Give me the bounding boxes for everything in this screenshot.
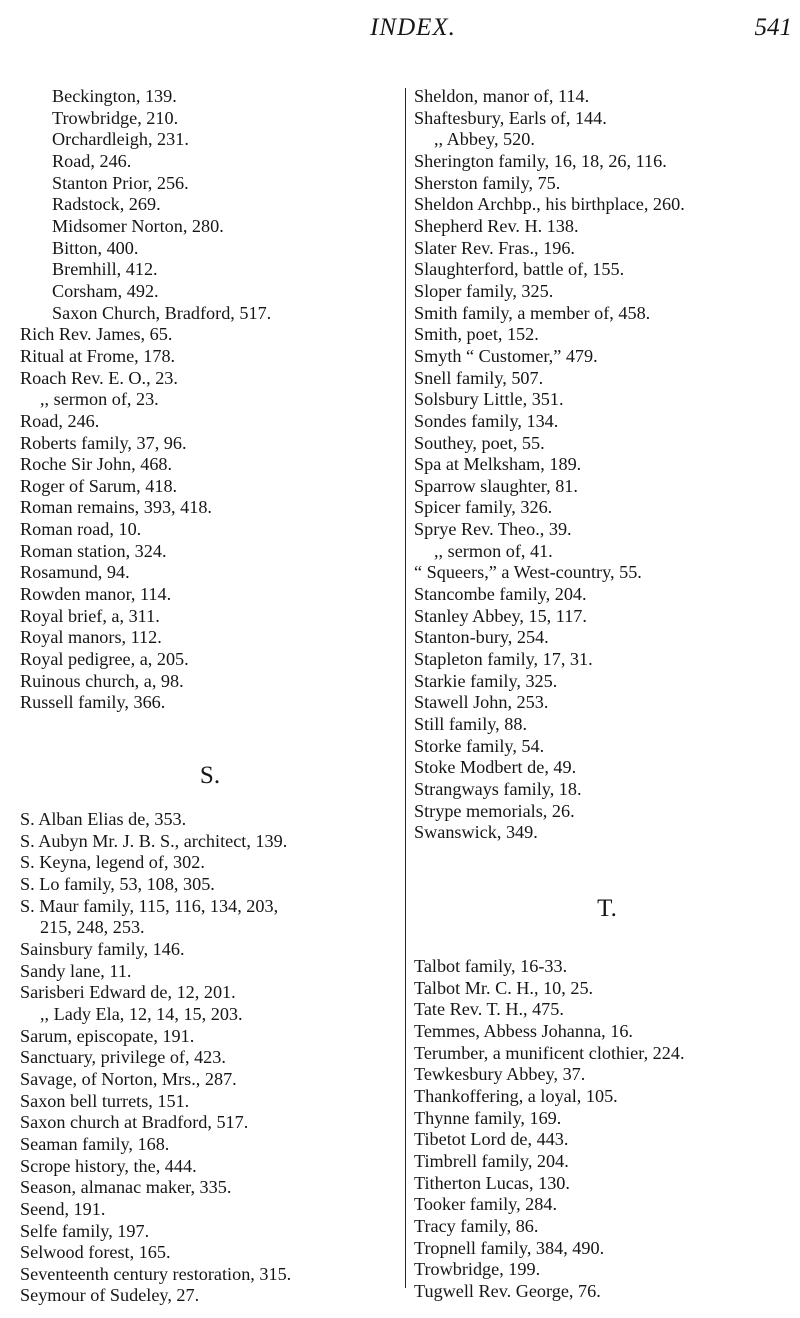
index-entry: S. Alban Elias de, 353. xyxy=(20,809,187,830)
index-entry: Road, 246. xyxy=(20,410,100,431)
index-entry: S. Aubyn Mr. J. B. S., architect, 139. xyxy=(20,830,288,851)
index-entry: Ruinous church, a, 98. xyxy=(20,670,184,691)
section-heading-s: S. xyxy=(199,762,221,790)
index-entry: Slaughterford, battle of, 155. xyxy=(414,259,625,280)
index-entry: Strangways family, 18. xyxy=(414,779,582,799)
index-entry: Tibetot Lord de, 443. xyxy=(414,1129,569,1150)
index-entry: Smyth “ Customer,” 479. xyxy=(414,345,598,366)
page-number: 541 xyxy=(754,14,792,41)
index-entry: Rowden manor, 114. xyxy=(20,584,172,605)
index-entry: Roberts family, 37, 96. xyxy=(20,432,187,453)
index-entry: Selfe family, 197. xyxy=(20,1220,150,1241)
index-entry: Talbot family, 16-33. xyxy=(414,955,568,976)
index-entry: Rich Rev. James, 65. xyxy=(20,324,173,345)
index-entry: Sainsbury family, 146. xyxy=(20,938,185,959)
index-entry: Starkie family, 325. xyxy=(414,670,558,691)
index-entry: Southey, poet, 55. xyxy=(414,432,545,453)
index-entry: Tracy family, 86. xyxy=(414,1215,539,1236)
index-entry: Shaftesbury, Earls of, 144. xyxy=(414,107,607,128)
index-entry: Sondes family, 134. xyxy=(414,410,559,431)
index-entry: Sparrow slaughter, 81. xyxy=(414,475,578,496)
s-entries-block-right xyxy=(414,86,800,844)
index-entry: Roger of Sarum, 418. xyxy=(20,475,178,496)
index-entry: Ritual at Frome, 178. xyxy=(20,345,176,366)
index-entry: Royal manors, 112. xyxy=(20,627,162,648)
index-entry: Sanctuary, privilege of, 423. xyxy=(20,1047,226,1068)
index-entry: Solsbury Little, 351. xyxy=(414,389,564,410)
index-entry: Roche Sir John, 468. xyxy=(20,454,173,475)
index-entry: Seymour of Sudeley, 27. xyxy=(20,1285,200,1306)
index-entry: Stapleton family, 17, 31. xyxy=(414,649,593,670)
index-entry: S. Maur family, 115, 116, 134, 203, xyxy=(20,895,279,916)
index-entry: Sarisberi Edward de, 12, 201. xyxy=(20,982,236,1003)
index-entry: Strype memorials, 26. xyxy=(414,800,575,821)
index-entry: Tropnell family, 384, 490. xyxy=(414,1237,605,1258)
index-entry: Road, 246. xyxy=(52,150,132,171)
index-subentry: ,, Lady Ela, 12, 14, 15, 203. xyxy=(40,1003,243,1024)
index-entry: Sloper family, 325. xyxy=(414,280,554,301)
index-entry: Storke family, 54. xyxy=(414,735,545,756)
index-entry: Still family, 88. xyxy=(414,714,527,735)
index-entry: Bremhill, 412. xyxy=(52,259,158,280)
index-subentry: ,, Abbey, 520. xyxy=(434,129,535,150)
index-entry: Roach Rev. E. O., 23. xyxy=(20,367,178,388)
index-entry: Stanton Prior, 256. xyxy=(52,172,189,193)
index-entry: S. Lo family, 53, 108, 305. xyxy=(20,874,215,894)
index-entry: “ Squeers,” a West-country, 55. xyxy=(414,562,642,583)
index-entry: Trowbridge, 199. xyxy=(414,1259,541,1280)
index-entry: Sherston family, 75. xyxy=(414,172,561,193)
index-entry: Midsomer Norton, 280. xyxy=(52,215,224,236)
index-entry: Tewkesbury Abbey, 37. xyxy=(414,1064,586,1085)
index-entry: Titherton Lucas, 130. xyxy=(414,1172,570,1193)
index-entry: Roman remains, 393, 418. xyxy=(20,497,212,518)
index-entry: Slater Rev. Fras., 196. xyxy=(414,237,575,258)
t-entries-block xyxy=(414,956,800,1303)
index-entry: Timbrell family, 204. xyxy=(414,1150,569,1171)
r-continuation-block xyxy=(20,86,400,324)
index-entry: Saxon church at Bradford, 517. xyxy=(20,1112,249,1133)
index-entry: Season, almanac maker, 335. xyxy=(20,1177,232,1198)
index-entry: Savage, of Norton, Mrs., 287. xyxy=(20,1068,237,1089)
index-entry: Tate Rev. T. H., 475. xyxy=(414,999,564,1020)
page-title: INDEX. xyxy=(370,14,456,41)
index-entry: Roman road, 10. xyxy=(20,519,142,540)
column-divider xyxy=(405,88,406,1288)
index-entry: Sheldon Archbp., his birthplace, 260. xyxy=(414,194,685,215)
index-entry: Selwood forest, 165. xyxy=(20,1242,171,1263)
index-entry: Thynne family, 169. xyxy=(414,1107,562,1128)
index-entry: Corsham, 492. xyxy=(52,280,159,301)
index-entry: Bitton, 400. xyxy=(52,237,139,258)
index-entry: Royal pedigree, a, 205. xyxy=(20,649,189,670)
index-entry: Spa at Melksham, 189. xyxy=(414,454,582,475)
index-entry: Sprye Rev. Theo., 39. xyxy=(414,519,572,540)
index-entry: Seend, 191. xyxy=(20,1198,106,1219)
index-entry: S. Keyna, legend of, 302. xyxy=(20,852,205,873)
index-entry: Stanton-bury, 254. xyxy=(414,627,549,648)
index-entry: Spicer family, 326. xyxy=(414,497,553,518)
index-subentry: ,, sermon of, 41. xyxy=(434,540,553,561)
index-entry: Tooker family, 284. xyxy=(414,1194,558,1215)
index-entry: Trowbridge, 210. xyxy=(52,107,179,128)
index-entry: Radstock, 269. xyxy=(52,194,161,215)
right-column xyxy=(414,86,800,1302)
index-entry: Snell family, 507. xyxy=(414,367,544,388)
index-entry: Smith family, a member of, 458. xyxy=(414,302,651,323)
index-entry: Stanley Abbey, 15, 117. xyxy=(414,605,587,626)
index-entry: Sarum, episcopate, 191. xyxy=(20,1025,195,1046)
index-entry: Swanswick, 349. xyxy=(414,822,538,843)
index-entry: Roman station, 324. xyxy=(20,540,167,561)
index-entry: Tugwell Rev. George, 76. xyxy=(414,1280,601,1301)
index-entry: Rosamund, 94. xyxy=(20,562,130,583)
index-entry: Sandy lane, 11. xyxy=(20,960,132,981)
index-entry: Terumber, a munificent clothier, 224. xyxy=(414,1042,685,1063)
index-entry: Smith, poet, 152. xyxy=(414,324,539,345)
index-entry: Royal brief, a, 311. xyxy=(20,605,160,626)
section-heading-t: T. xyxy=(597,894,617,922)
index-entry: Orchardleigh, 231. xyxy=(52,129,189,150)
index-entry: Sheldon, manor of, 114. xyxy=(414,86,590,106)
index-entry: Seaman family, 168. xyxy=(20,1133,170,1154)
r-entries-block xyxy=(20,324,400,714)
index-entry: Thankoffering, a loyal, 105. xyxy=(414,1085,618,1106)
index-entry: Seventeenth century restoration, 315. xyxy=(20,1263,292,1284)
index-entry-continuation: 215, 248, 253. xyxy=(40,917,145,938)
index-entry: Stoke Modbert de, 49. xyxy=(414,757,577,778)
index-entry: Saxon Church, Bradford, 517. xyxy=(52,302,272,323)
index-entry: Stawell John, 253. xyxy=(414,692,549,713)
index-entry: Beckington, 139. xyxy=(52,86,177,106)
index-entry: Shepherd Rev. H. 138. xyxy=(414,215,579,236)
index-entry: Saxon bell turrets, 151. xyxy=(20,1090,190,1111)
left-column xyxy=(20,86,400,1307)
index-entry: Stancombe family, 204. xyxy=(414,584,587,605)
index-entry: Sherington family, 16, 18, 26, 116. xyxy=(414,150,667,171)
index-subentry: ,, sermon of, 23. xyxy=(40,389,159,410)
index-entry: Temmes, Abbess Johanna, 16. xyxy=(414,1020,633,1041)
index-entry: Russell family, 366. xyxy=(20,692,166,713)
s-entries-block xyxy=(20,809,400,1307)
index-entry: Talbot Mr. C. H., 10, 25. xyxy=(414,977,594,998)
index-entry: Scrope history, the, 444. xyxy=(20,1155,197,1176)
